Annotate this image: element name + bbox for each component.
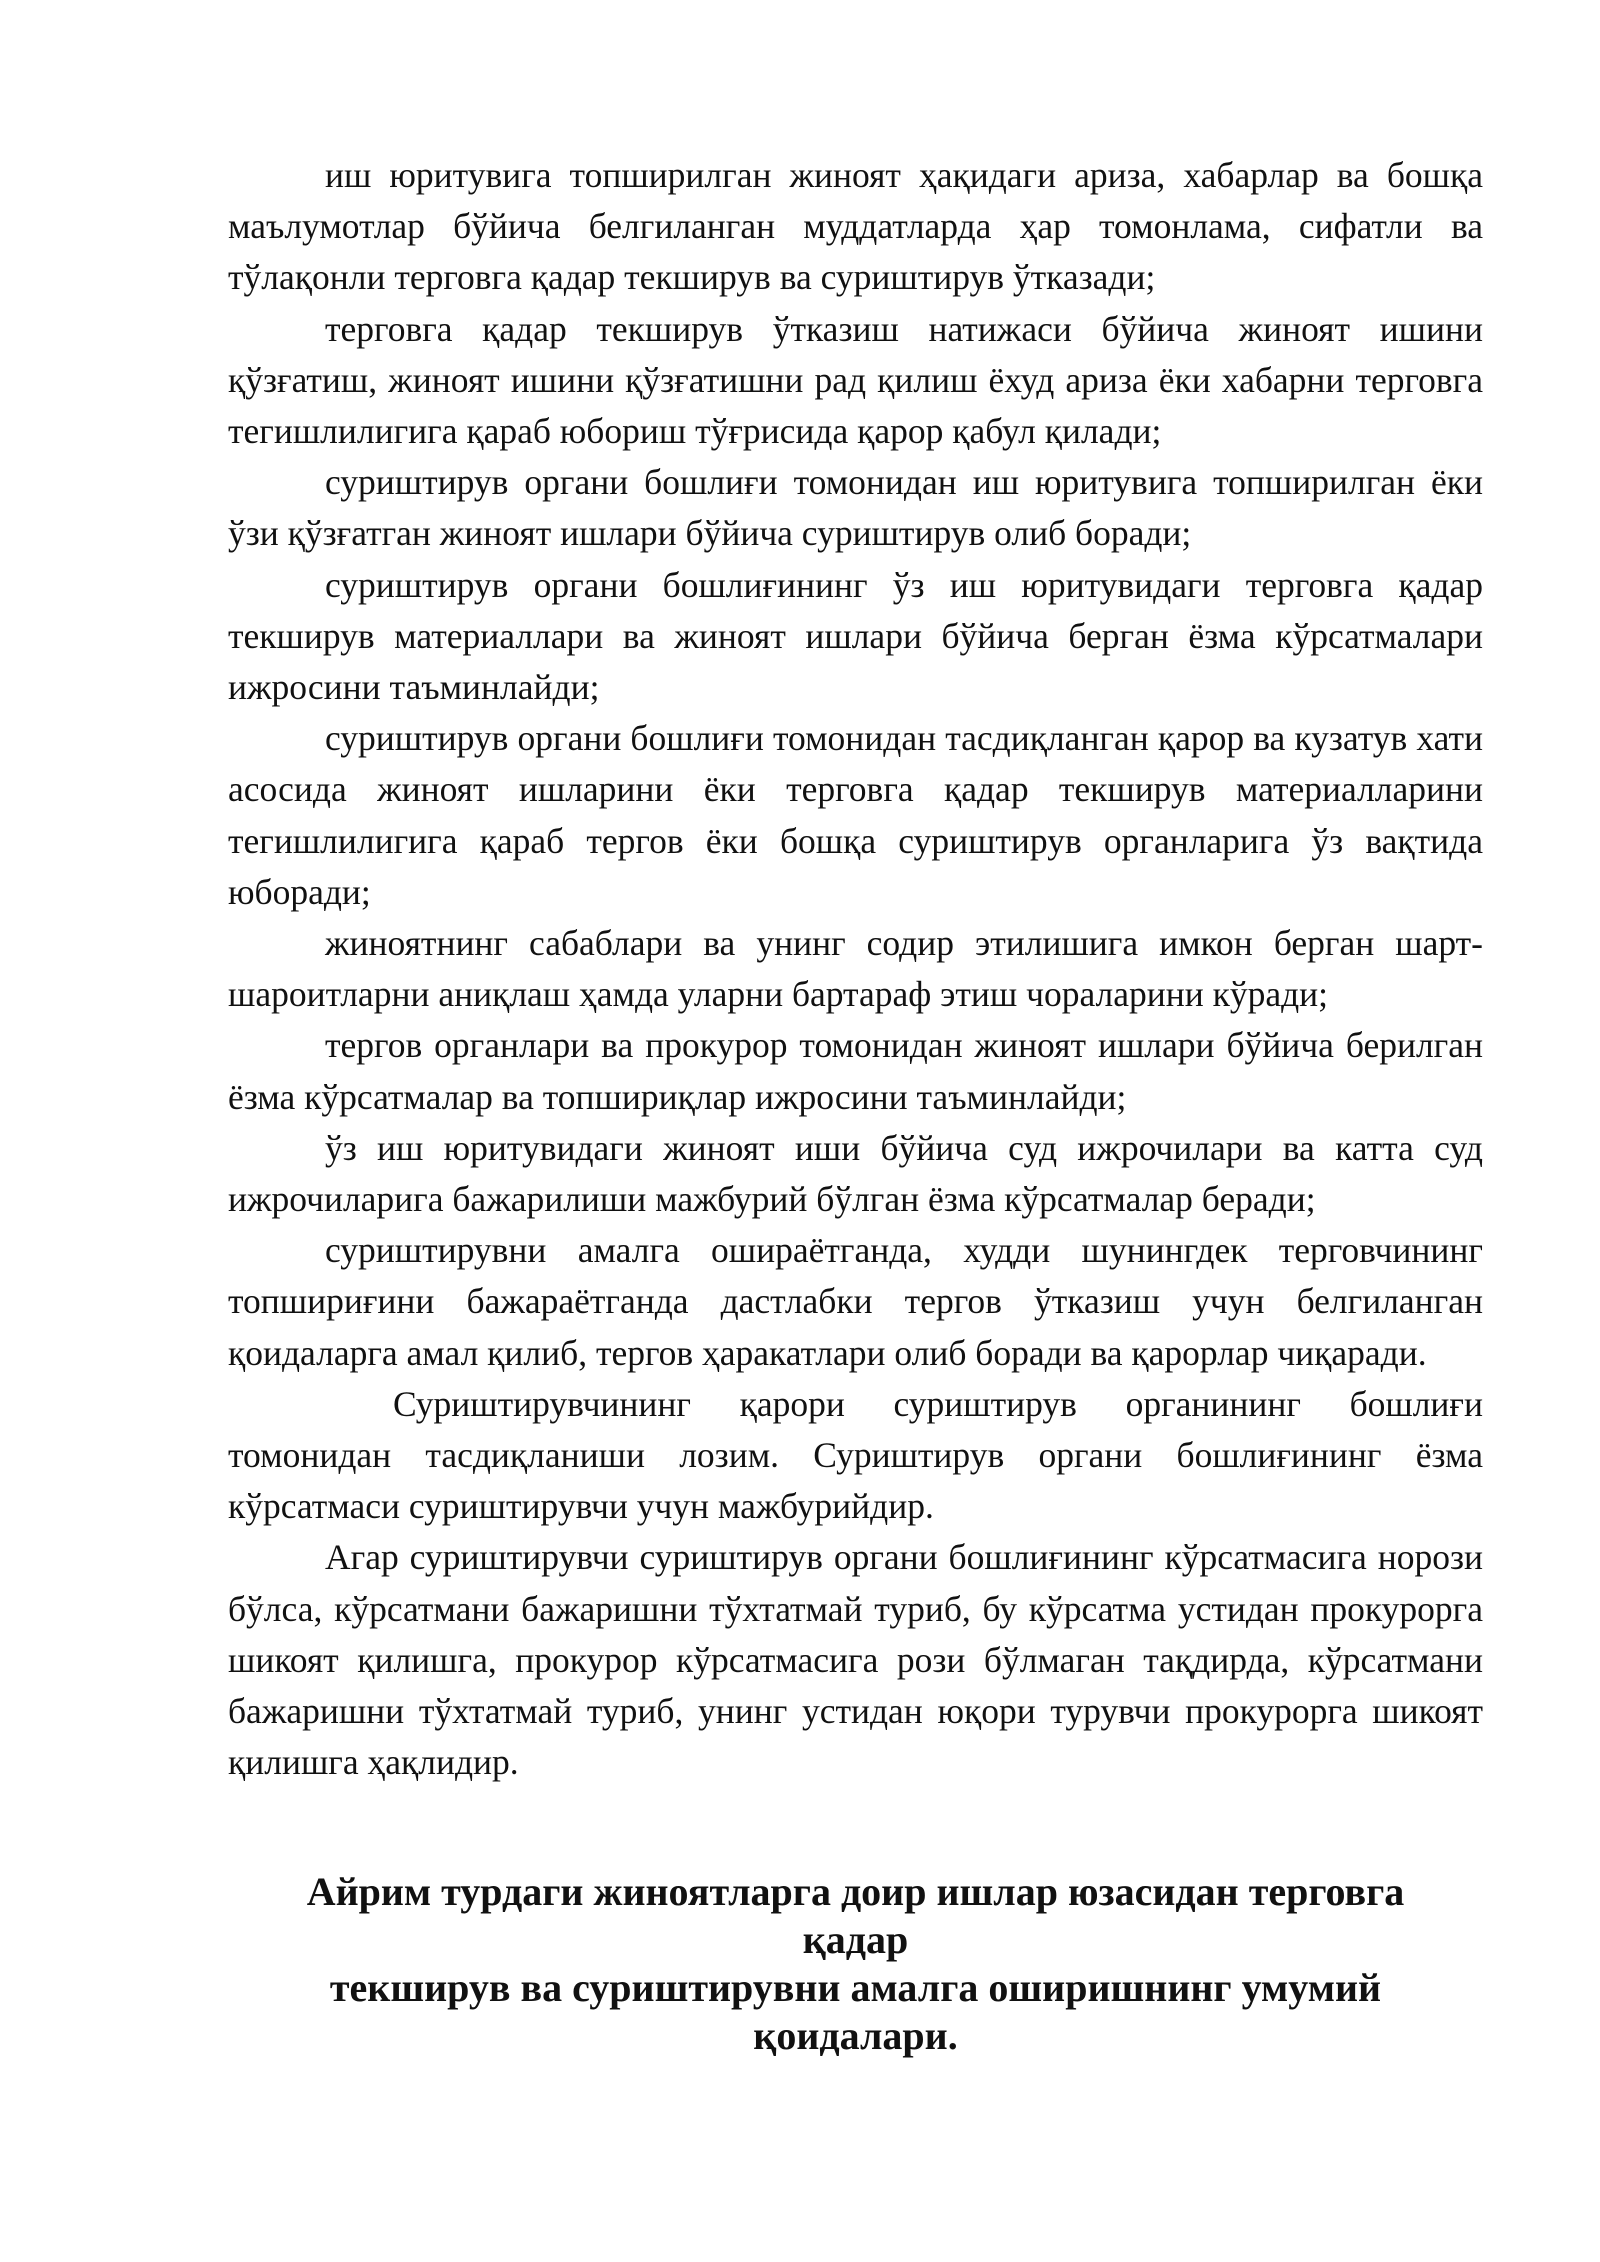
paragraph-7: тергов органлари ва прокурор томонидан жиноят ишлари бўйича берилган ёзма кўрсатмалар ва топшириқлар ижросини таъминлайди; bbox=[228, 1025, 1483, 1117]
heading-line-4: қоидалари. bbox=[753, 2013, 958, 2058]
paragraph-8: ўз иш юритувидаги жиноят иши бўйича суд ижрочилари ва катта суд ижрочиларига бажарилиши мажбурий бўлган ёзма кўрсатмалар беради; bbox=[228, 1127, 1483, 1220]
paragraph-5: суриштирув органи бошлиғи томонидан тасдиқланган қарор ва кузатув хати асосида жиноят ишларини ёки терговга қадар текширув материалларини тегишлилигига қараб тергов ёки бошқа суриштирув органларига ўз вақтида юборади; bbox=[228, 718, 1483, 912]
paragraph-9: суриштирувни амалга ошираётганда, худди шунингдек терговчининг топшириғини бажараётганда дастлабки тергов ўтказиш учун белгиланган қоидаларга амал қилиб, тергов ҳаракатлари олиб боради ва қарорлар чиқаради. bbox=[228, 1230, 1483, 1373]
paragraph-6: жиноятнинг сабаблари ва унинг содир этилишига имкон берган шарт-шароитларни аниқлаш ҳамда уларни бартараф этиш чораларини кўради; bbox=[228, 923, 1483, 1015]
heading-line-3: текширув ва суриштирувни амалга оширишнинг умумий bbox=[329, 1965, 1382, 2010]
paragraph-3: суриштирув органи бошлиғи томонидан иш юритувига топширилган ёки ўзи қўзғатган жиноят ишлари бўйича суриштирув олиб боради; bbox=[228, 462, 1483, 554]
paragraph-10: Суриштирувчининг қарори суриштирув органининг бошлиғи томонидан тасдиқланиши лозим. Суриштирув органи бошлиғининг ёзма кўрсатмаси суриштирувчи учун мажбурийдир. bbox=[228, 1383, 1483, 1527]
heading-line-2: қадар bbox=[802, 1917, 909, 1962]
paragraph-4: суриштирув органи бошлиғининг ўз иш юритувидаги терговга қадар текширув материаллари ва жиноят ишлари бўйича берган ёзма кўрсатмалари ижросини таъминлайди; bbox=[228, 564, 1483, 708]
paragraph-2: терговга қадар текширув ўтказиш натижаси бўйича жиноят ишини қўзғатиш, жиноят ишини қўзғатишни рад қилиш ёхуд ариза ёки хабарни терговга тегишлилигига қараб юбориш тўғрисида қарор қабул қилади; bbox=[228, 308, 1483, 452]
paragraph-11: Агар суриштирувчи суриштирув органи бошлиғининг кўрсатмасига норози бўлса, кўрсатмани бажаришни тўхтатмай туриб, бу кўрсатма устидан прокурорга шикоят қилишга, прокурор кўрсатмасига рози бўлмаган тақдирда, кўрсатмани бажаришни тўхтатмай туриб, унинг устидан юқори турувчи прокурорга шикоят қилишга ҳақлидир. bbox=[228, 1537, 1483, 1783]
body-text bbox=[228, 150, 1483, 1789]
section-heading bbox=[228, 1868, 1483, 2060]
paragraph-1: иш юритувига топширилган жиноят ҳақидаги ариза, хабарлар ва бошқа маълумотлар бўйича белгиланган муддатларда ҳар томонлама, сифатли ва тўлақонли терговга қадар текширув ва суриштирув ўтказади; bbox=[228, 155, 1483, 298]
heading-line-1: Айрим турдаги жиноятларга доир ишлар юзасидан терговга bbox=[306, 1869, 1405, 1914]
